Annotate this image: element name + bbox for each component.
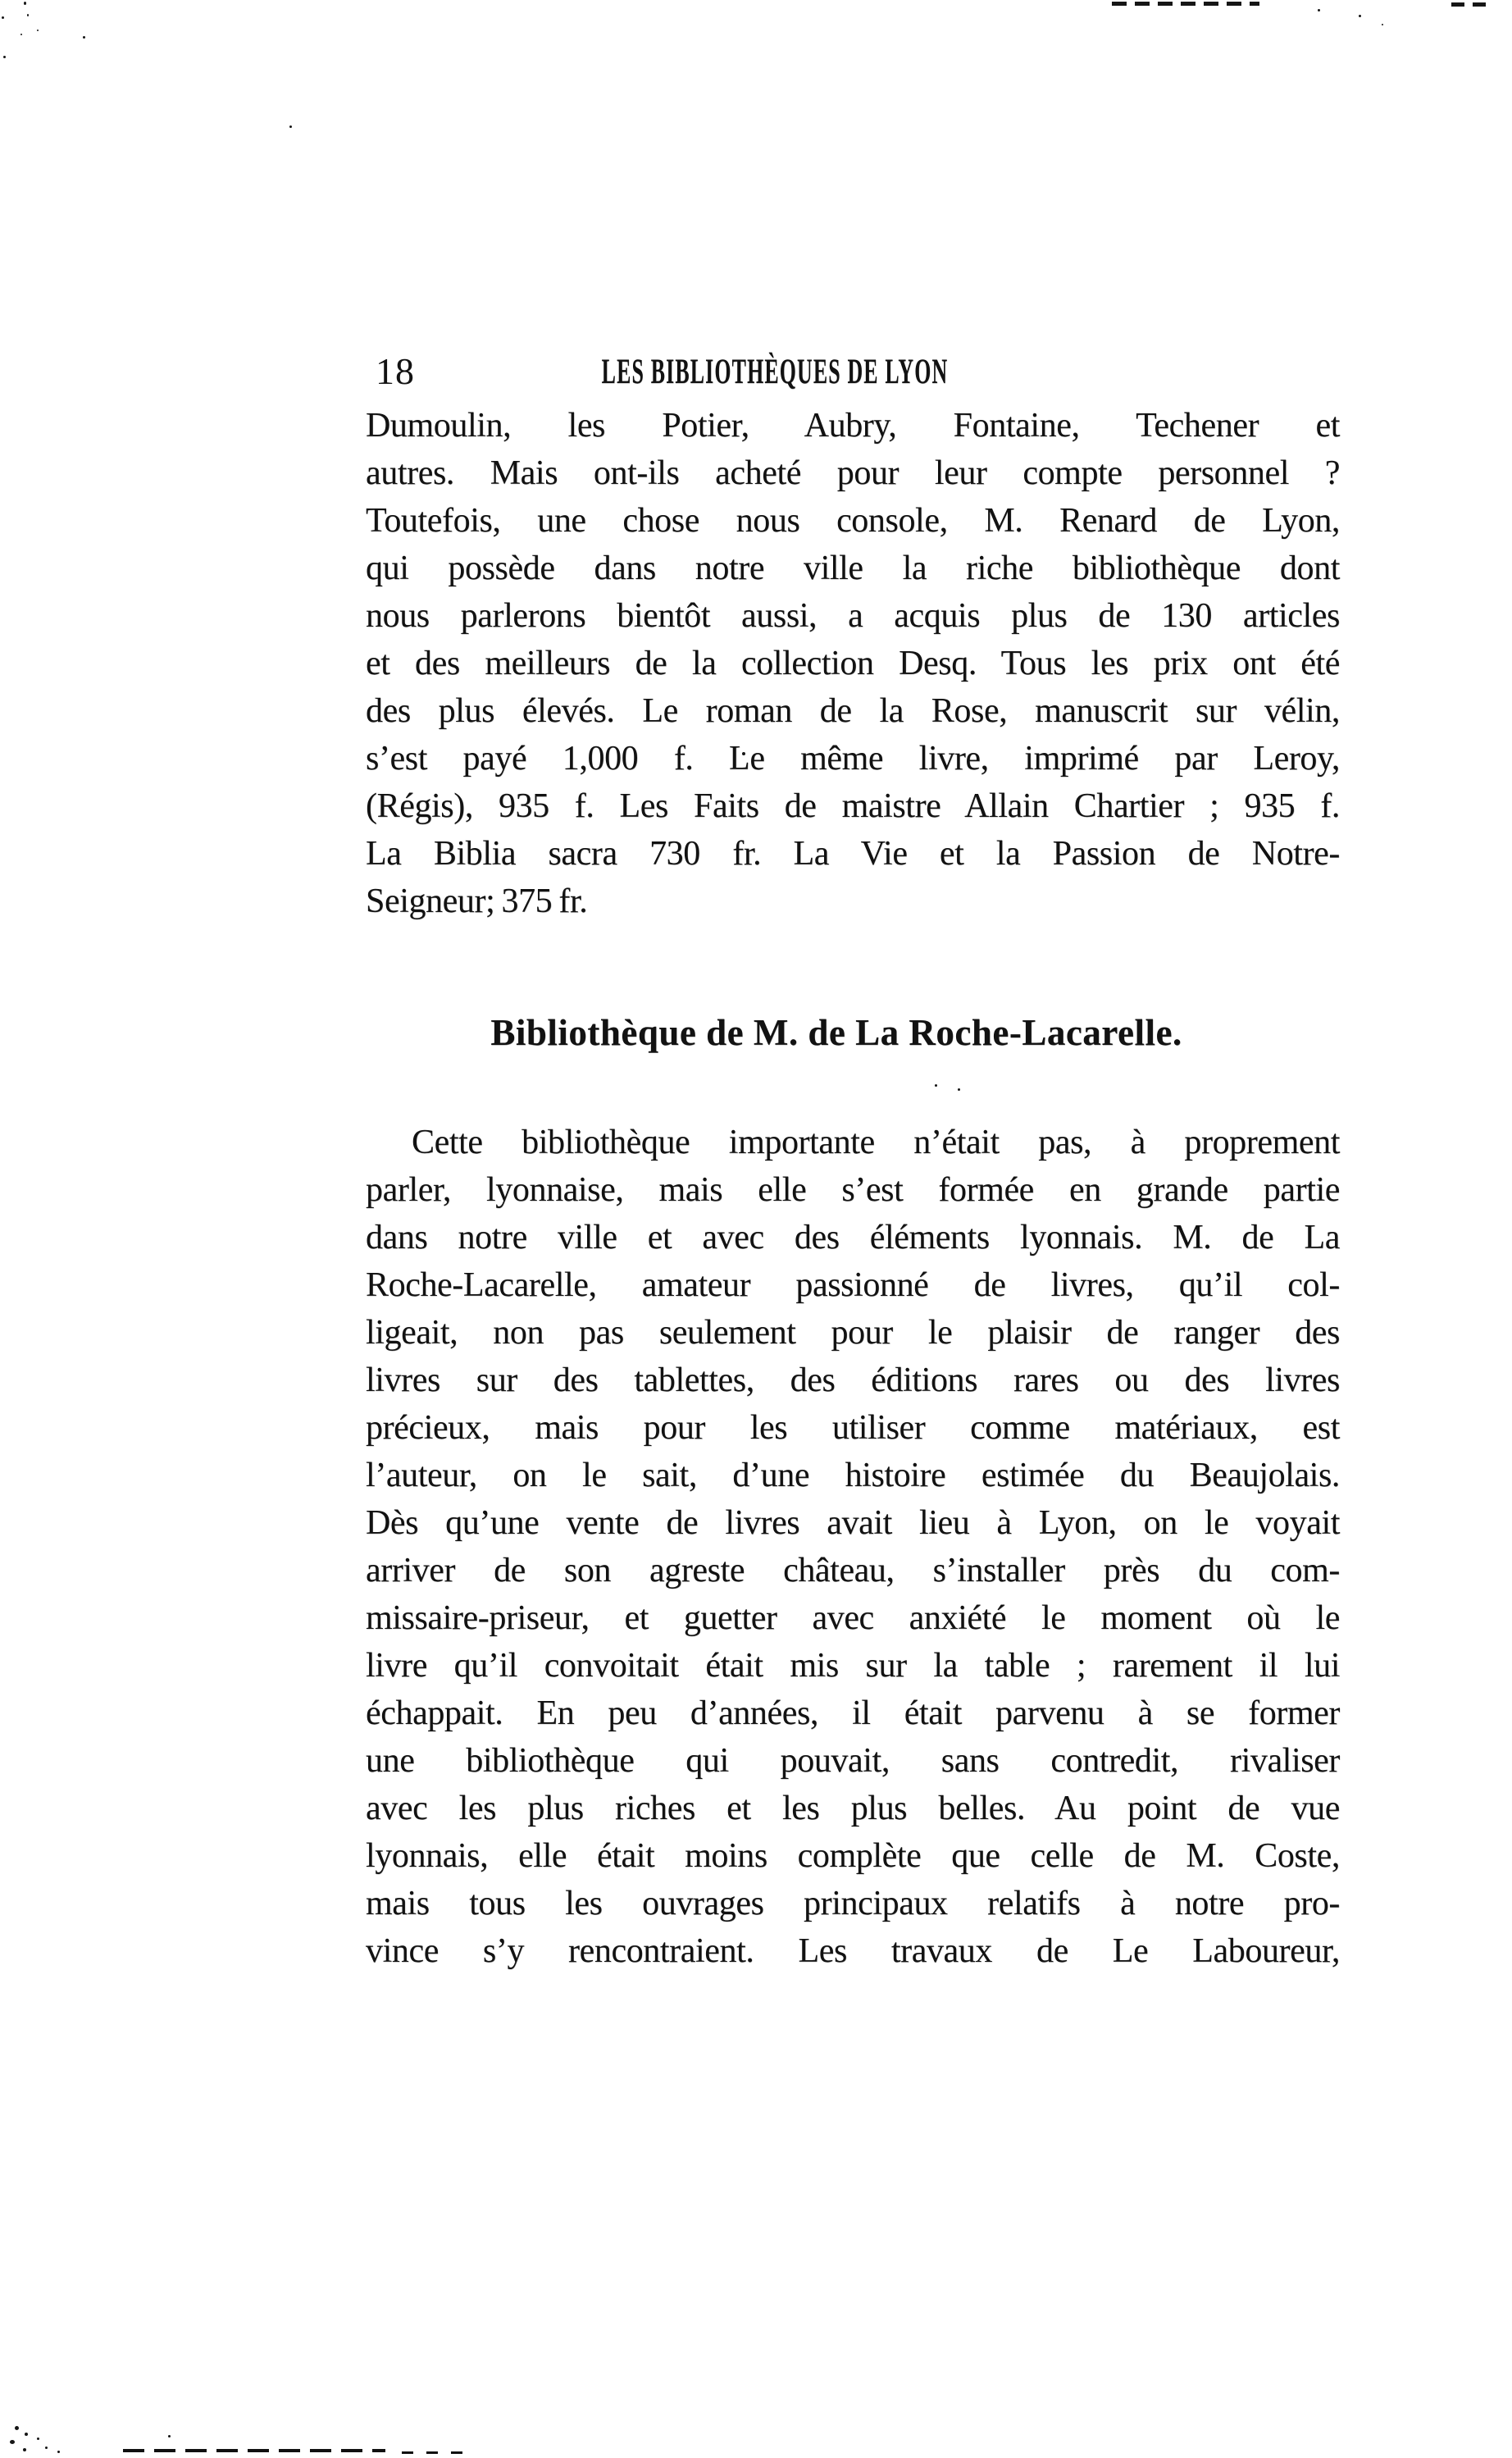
text-line: arriver de son agreste château, s’installer près du com-	[366, 1552, 1340, 1589]
text-line: Toutefois, une chose nous console, M. Renard de Lyon,	[366, 502, 1340, 540]
scan-speckle	[20, 34, 22, 35]
scan-speckle	[37, 2437, 39, 2440]
text-line: La Biblia sacra 730 fr. La Vie et la Passion de Notre-	[366, 835, 1340, 873]
scan-speckle	[1359, 15, 1361, 17]
text-line: Cette bibliothèque importante n’était pas, à proprement	[412, 1124, 1340, 1161]
text-line: avec les plus riches et les plus belles. Au point de vue	[366, 1790, 1340, 1827]
scan-artifact-dashes	[402, 2451, 476, 2454]
scan-speckle	[10, 2440, 15, 2444]
text-line: vince s’y rencontraient. Les travaux de Le Laboureur,	[366, 1932, 1340, 1970]
text-line: précieux, mais pour les utiliser comme matériaux, est	[366, 1409, 1340, 1447]
text-line: Seigneur; 375 fr.	[366, 882, 588, 920]
scan-speckle	[45, 2447, 48, 2449]
scan-speckle	[935, 1084, 937, 1087]
text-line: des plus élevés. Le roman de la Rose, manuscrit sur vélin,	[366, 692, 1340, 730]
text-line: dans notre ville et avec des éléments lyonnais. M. de La	[366, 1219, 1340, 1256]
scan-speckle	[168, 2435, 171, 2437]
text-line: missaire-priseur, et guetter avec anxiété le moment où le	[366, 1599, 1340, 1637]
scan-speckle	[1382, 24, 1383, 25]
scan-speckle	[958, 1088, 960, 1091]
text-line: une bibliothèque qui pouvait, sans contredit, rivaliser	[366, 1742, 1340, 1780]
text-line: Dès qu’une vente de livres avait lieu à Lyon, on le voyait	[366, 1504, 1340, 1542]
paragraph-roche-lacarelle	[366, 1119, 1340, 1975]
text-line: nous parlerons bientôt aussi, a acquis plus de 130 articles	[366, 597, 1340, 635]
text-line: Roche-Lacarelle, amateur passionné de livres, qu’il col-	[366, 1266, 1340, 1304]
scan-speckle	[37, 30, 39, 31]
scan-speckle	[83, 36, 85, 39]
text-line: s’est payé 1,000 f. Le même livre, imprimé par Leroy,	[366, 740, 1340, 778]
text-line: lyonnais, elle était moins complète que celle de M. Coste,	[366, 1837, 1340, 1875]
section-heading: Bibliothèque de M. de La Roche-Lacarelle.	[490, 1012, 1182, 1053]
page-number: 18	[376, 350, 415, 392]
page-header	[366, 350, 1340, 397]
scan-speckle	[57, 2451, 60, 2453]
scan-speckle	[24, 2, 26, 5]
text-line: livre qu’il convoitait était mis sur la table ; rarement il lui	[366, 1647, 1340, 1685]
scan-speckle	[23, 2448, 26, 2451]
text-line: échappait. En peu d’années, il était parvenu à se former	[366, 1694, 1340, 1732]
scan-speckle	[15, 2426, 19, 2430]
text-line: mais tous les ouvrages principaux relatifs à notre pro-	[366, 1885, 1340, 1922]
scan-speckle	[1318, 9, 1320, 11]
scan-artifact-dashes	[1451, 2, 1487, 7]
scan-artifact-dashes	[123, 2449, 385, 2452]
text-line: Dumoulin, les Potier, Aubry, Fontaine, Techener et	[366, 407, 1340, 445]
text-line: autres. Mais ont-ils acheté pour leur compte personnel ?	[366, 454, 1340, 492]
text-line: qui possède dans notre ville la riche bibliothèque dont	[366, 550, 1340, 587]
text-line: l’auteur, on le sait, d’une histoire estimée du Beaujolais.	[366, 1457, 1340, 1494]
text-line: livres sur des tablettes, des éditions rares ou des livres	[366, 1361, 1340, 1399]
text-line: parler, lyonnaise, mais elle s’est formée en grande partie	[366, 1171, 1340, 1209]
text-line: ligeait, non pas seulement pour le plaisir de ranger des	[366, 1314, 1340, 1352]
scan-speckle	[2, 16, 4, 19]
running-title: LES BIBLIOTHÈQUES DE LYON	[601, 353, 949, 391]
paragraph-auction-prices	[366, 402, 1340, 925]
scan-speckle	[3, 56, 6, 58]
scan-artifact-dashes	[1112, 2, 1259, 6]
text-line: (Régis), 935 f. Les Faits de maistre Allain Chartier ; 935 f.	[366, 787, 1340, 825]
text-line: et des meilleurs de la collection Desq. Tous les prix ont été	[366, 645, 1340, 682]
scan-speckle	[25, 2433, 28, 2436]
scan-speckle	[289, 125, 292, 128]
scan-speckle	[27, 14, 29, 16]
